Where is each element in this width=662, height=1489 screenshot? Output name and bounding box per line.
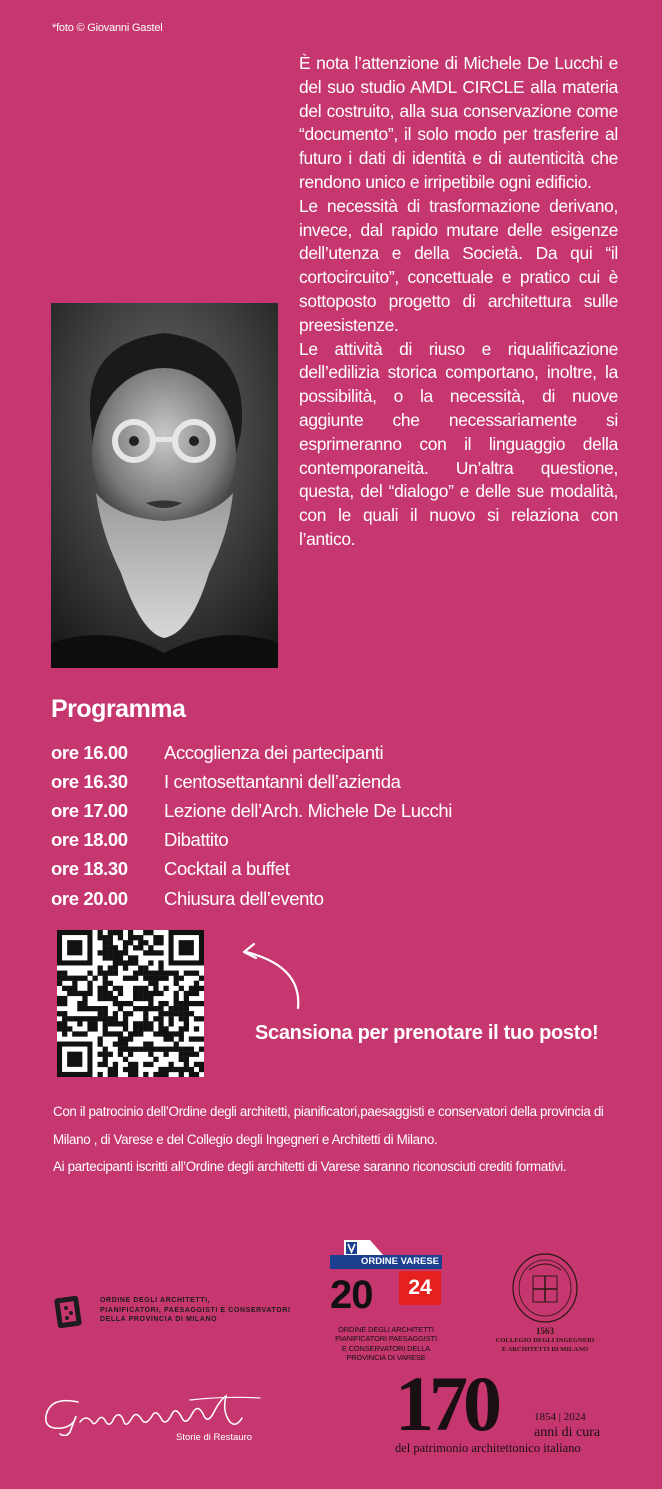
- milano-logo-line: ORDINE DEGLI ARCHITETTI,: [100, 1297, 211, 1304]
- program-activity: Cocktail a buffet: [164, 858, 290, 880]
- program-activity: Accoglienza dei partecipanti: [164, 741, 384, 763]
- gasparoli-logo: [40, 1392, 280, 1452]
- curved-arrow-icon: [232, 938, 308, 1018]
- anniversary-number: 170: [395, 1360, 497, 1447]
- varese-logo-line: ORDINE DEGLI ARCHITETTI: [338, 1325, 434, 1334]
- program-time: ore 18.30: [51, 858, 128, 880]
- varese-year-left: 20: [330, 1273, 373, 1317]
- qr-code[interactable]: [57, 930, 204, 1077]
- ordine-milano-logo: [52, 1292, 312, 1332]
- collegio-logo: [485, 1252, 605, 1360]
- program-time: ore 18.00: [51, 829, 128, 851]
- program-activity: Chiusura dell’evento: [164, 887, 324, 909]
- intro-paragraph: Le necessità di trasformazione derivano, invece, dal rapido mutare delle esigenze dell’utenza e della Società. Da qui “il cortocircuito”, concettuale e pratico cui è sottoposto progetto di architettura sulle preesistenze.: [299, 195, 618, 335]
- patronage-paragraph: Con il patrocinio dell’Ordine degli architetti, pianificatori,paesaggisti e conservatori della provincia di Milano , di Varese e del Collegio degli Ingegneri e Architetti di Milano.: [53, 1104, 604, 1147]
- list-item: [51, 855, 571, 884]
- anniversary-subtitle: del patrimonio architettonico italiano: [395, 1441, 581, 1455]
- list-item: [51, 884, 571, 913]
- milano-logo-line: DELLA PROVINCIA DI MILANO: [100, 1316, 218, 1323]
- anniversary-logo: [395, 1360, 625, 1457]
- intro-paragraph: Le attività di riuso e riqualificazione dell’edilizia storica comportano, inoltre, la possibilità, o la necessità, di nuove aggiunte che necessariamente si esprimeranno con il linguaggio della contemporaneità. Un’altra questione, questa, del “dialogo” e delle sue modalità, con le quali il nuovo si relaziona con l’antico.: [299, 338, 618, 549]
- program-time: ore 16.30: [51, 770, 128, 792]
- varese-logo-line: PIANIFICATORI PAESAGGISTI: [335, 1334, 437, 1344]
- patronage-paragraph: Ai partecipanti iscritti all’Ordine degli architetti di Varese saranno riconosciuti crediti formativi.: [53, 1159, 567, 1174]
- varese-logo-line: E CONSERVATORI DELLA: [341, 1343, 431, 1353]
- intro-paragraph: È nota l’attenzione di Michele De Lucchi e del suo studio AMDL CIRCLE alla materia del costruito, alla sua conservazione come “documento”, il solo modo per trasferire al futuro i dati di identità e di autenticità che rendono unico e irripetibile ogni edificio.: [299, 53, 618, 192]
- scan-cta: Scansiona per prenotare il tuo posto!: [255, 1022, 599, 1044]
- list-item: [51, 796, 571, 825]
- photo-credit: *foto © Giovanni Gastel: [52, 22, 163, 34]
- anniversary-years: 1854 | 2024: [534, 1411, 586, 1423]
- patronage-text: [53, 1098, 613, 1181]
- list-item: [51, 738, 571, 767]
- collegio-logo-line: E ARCHITETTI DI MILANO: [501, 1346, 589, 1353]
- program-activity: Dibattito: [164, 829, 229, 851]
- collegio-year: 1563: [536, 1326, 554, 1336]
- portrait-photo: [51, 303, 278, 668]
- program-activity: I centosettantanni dell’azienda: [164, 770, 401, 792]
- varese-badge: ORDINE VARESE: [330, 1255, 442, 1269]
- list-item: [51, 826, 571, 855]
- program-time: ore 16.00: [51, 741, 128, 763]
- collegio-logo-line: COLLEGIO DEGLI INGEGNERI: [495, 1337, 595, 1344]
- varese-logo-line: PROVINCIA DI VARESE: [346, 1352, 426, 1362]
- varese-year-right: 24: [399, 1271, 441, 1305]
- program-list: [51, 738, 571, 913]
- anniversary-tagline: anni di cura: [534, 1425, 601, 1440]
- program-activity: Lezione dell’Arch. Michele De Lucchi: [164, 799, 452, 821]
- program-time: ore 20.00: [51, 887, 128, 909]
- program-title: Programma: [51, 695, 186, 723]
- milano-logo-line: PIANIFICATORI, PAESAGGISTI E CONSERVATORI: [100, 1306, 291, 1314]
- gasparoli-tagline: Storie di Restauro: [176, 1432, 253, 1443]
- program-time: ore 17.00: [51, 799, 128, 821]
- intro-text: [299, 52, 618, 552]
- ordine-varese-logo: [330, 1240, 442, 1368]
- list-item: [51, 767, 571, 796]
